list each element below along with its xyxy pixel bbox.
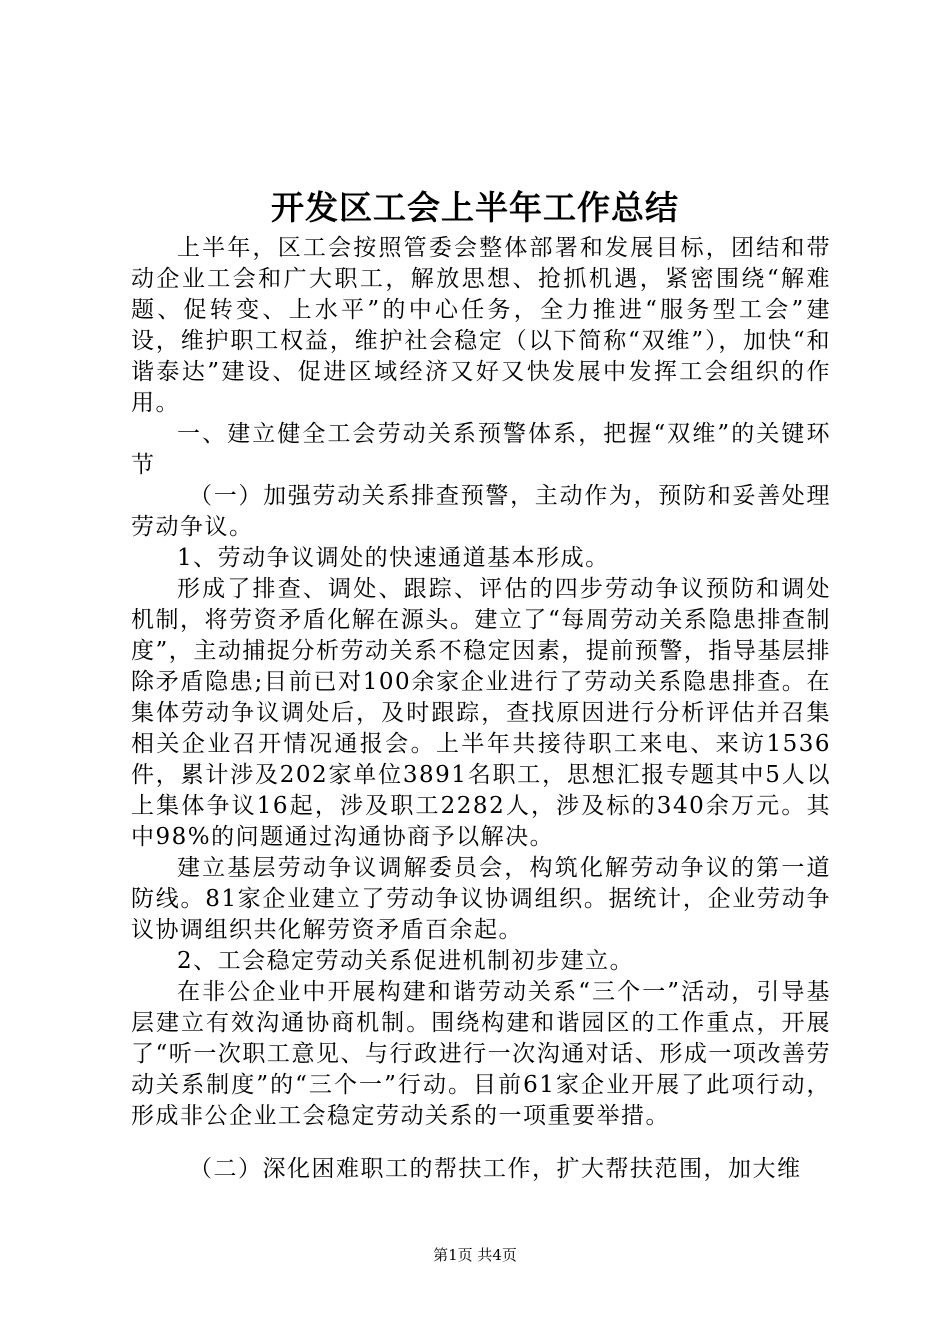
paragraph-mechanism: 形成了排查、调处、跟踪、评估的四步劳动争议预防和调处机制，将劳资矛盾化解在源头。建立了“每周劳动关系隐患排查制度”，主动捕捉分析劳动关系不稳定因素，提前预警，指导基层排除矛盾隐患;目前已对100余家企业进行了劳动关系隐患排查。在集体劳动争议调处后，及时跟踪，查找原因进行分析评估并召集相关企业召开情况通报会。上半年共接待职工来电、来访1536件，累计涉及202家单位3891名职工，思想汇报专题其中5人以上集体争议16起，涉及职工2282人，涉及标的340余万元。其中98%的问题通过沟通协商予以解决。 [131,576,831,850]
document-title: 开发区工会上半年工作总结 [271,188,679,227]
paragraph-three-ones: 在非公企业中开展构建和谐劳动关系“三个一”活动，引导基层建立有效沟通协商机制。围绕构建和谐园区的工作重点，开展了“听一次职工意见、与行政进行一次沟通对话、形成一项改善劳动关系制度”的“三个一”行动。目前61家企业开展了此项行动，形成非公企业工会稳定劳动关系的一项重要举措。 [131,979,831,1129]
subsection-heading-2: （二）深化困难职工的帮扶工作，扩大帮扶范围，加大维 [189,1156,802,1182]
item-heading-1: 1、劳动争议调处的快速通道基本形成。 [177,545,610,571]
section-heading-1: 一、建立健全工会劳动关系预警体系，把握“双维”的关键环节 [131,421,831,478]
subsection-heading-1: （一）加强劳动关系排查预警，主动作为，预防和妥善处理劳动争议。 [131,483,831,540]
paragraph-intro: 上半年，区工会按照管委会整体部署和发展目标，团结和带动企业工会和广大职工，解放思想、抢抓机遇，紧密围绕“解难题、促转变、上水平”的中心任务，全力推进“服务型工会”建设，维护职工权益，维护社会稳定（以下简称“双维”），加快“和谐泰达”建设、促进区域经济又好又快发展中发挥工会组织的作用。 [131,235,831,416]
paragraph-mediation: 建立基层劳动争议调解委员会，构筑化解劳动争议的第一道防线。81家企业建立了劳动争议协调组织。据统计，企业劳动争议协调组织共化解劳资矛盾百余起。 [131,855,831,943]
document-body [131,233,831,1185]
item-heading-2: 2、工会稳定劳动关系促进机制初步建立。 [177,948,635,974]
page-footer: 第1页 共4页 [433,1246,517,1264]
